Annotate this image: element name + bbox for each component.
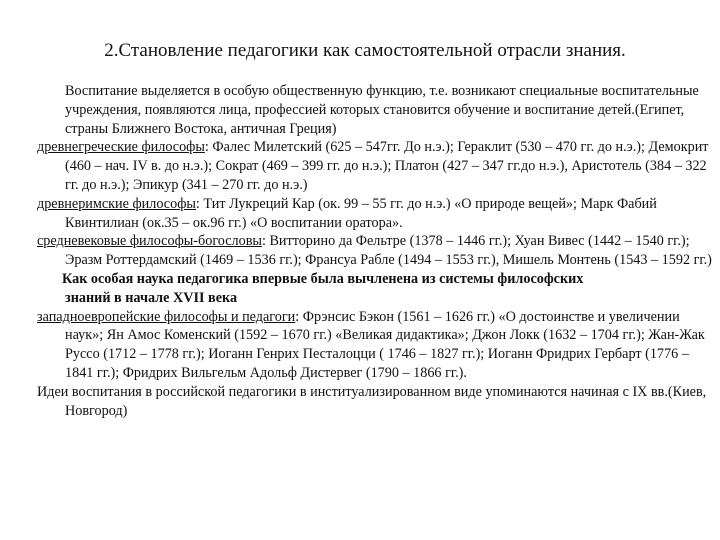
paragraph-science-emergence xyxy=(0,270,712,308)
paragraph-text: : Тит Лукреций Кар (ок. 99 – 55 гг. до н.э.) «О природе вещей»; Марк Фабий Квинтилиан (ок.35 – ок.96 гг.) «О воспитании оратора». xyxy=(65,195,657,231)
paragraph-medieval xyxy=(0,232,712,270)
paragraph-intro xyxy=(0,82,712,138)
paragraph-ancient-roman xyxy=(0,195,712,233)
paragraph-text: : Витторино да Фельтре (1378 – 1446 гг.); Хуан Вивес (1442 – 1540 гг.); Эразм Роттердамский (1469 – 1536 гг.); Франсуа Рабле (1494 – 1553 гг.), Мишель Монтень (1543 – 1592 гг.) xyxy=(65,233,712,269)
paragraph-text: : Фалес Милетский (625 – 547гг. До н.э.); Гераклит (530 – 470 гг. до н.э.); Демокрит (460 – нач. IV в. до н.э.); Сократ (469 – 399 гг. до н.э.); Платон (427 – 347 гг.до н.э.), Аристотель (384 – 322 гг. до н.э.); Эпикур (341 – 270 гг. до н.э.) xyxy=(65,139,709,193)
paragraph-ancient-greek xyxy=(0,138,712,194)
bold-line-1: Как особая наука педагогика впервые была вычленена из системы философских xyxy=(62,270,584,287)
slide-content xyxy=(0,82,712,420)
term-label: древнеримские философы xyxy=(37,195,196,212)
paragraph-western-european xyxy=(0,308,712,383)
term-label: западноевропейские философы и педагоги xyxy=(37,308,296,325)
paragraph-text: Идеи воспитания в российской педагогики в институализированном виде упоминаются начиная с IX вв.(Киев, Новгород) xyxy=(37,383,707,419)
bold-line-2: знаний в начале XVII века xyxy=(65,289,238,306)
term-label: древнегреческие философы xyxy=(37,139,205,156)
paragraph-text: Воспитание выделяется в особую общественную функцию, т.е. возникают специальные воспитательные учреждения, появляются лица, профессией которых становится обучение и воспитание детей.(Египет, страны Ближнего Востока, античная Греция) xyxy=(65,83,699,137)
term-label: средневековые философы-богословы xyxy=(37,233,262,250)
paragraph-russian xyxy=(0,383,712,421)
slide-title: 2.Становление педагогики как самостоятельной отрасли знания. xyxy=(104,40,626,61)
paragraph-text: : Фрэнсис Бэкон (1561 – 1626 гг.) «О достоинстве и увеличении наук»; Ян Амос Коменский (1592 – 1670 гг.) «Великая дидактика»; Джон Локк (1632 – 1704 гг.); Жан-Жак Руссо (1712 – 1778 гг.); Иоганн Генрих Песталоцци ( 1746 – 1827 гг.); Иоганн Фридрих Гербарт (1776 – 1841 гг.); Фридрих Вильгельм Адольф Дистервег (1790 – 1866 гг.). xyxy=(65,308,705,381)
